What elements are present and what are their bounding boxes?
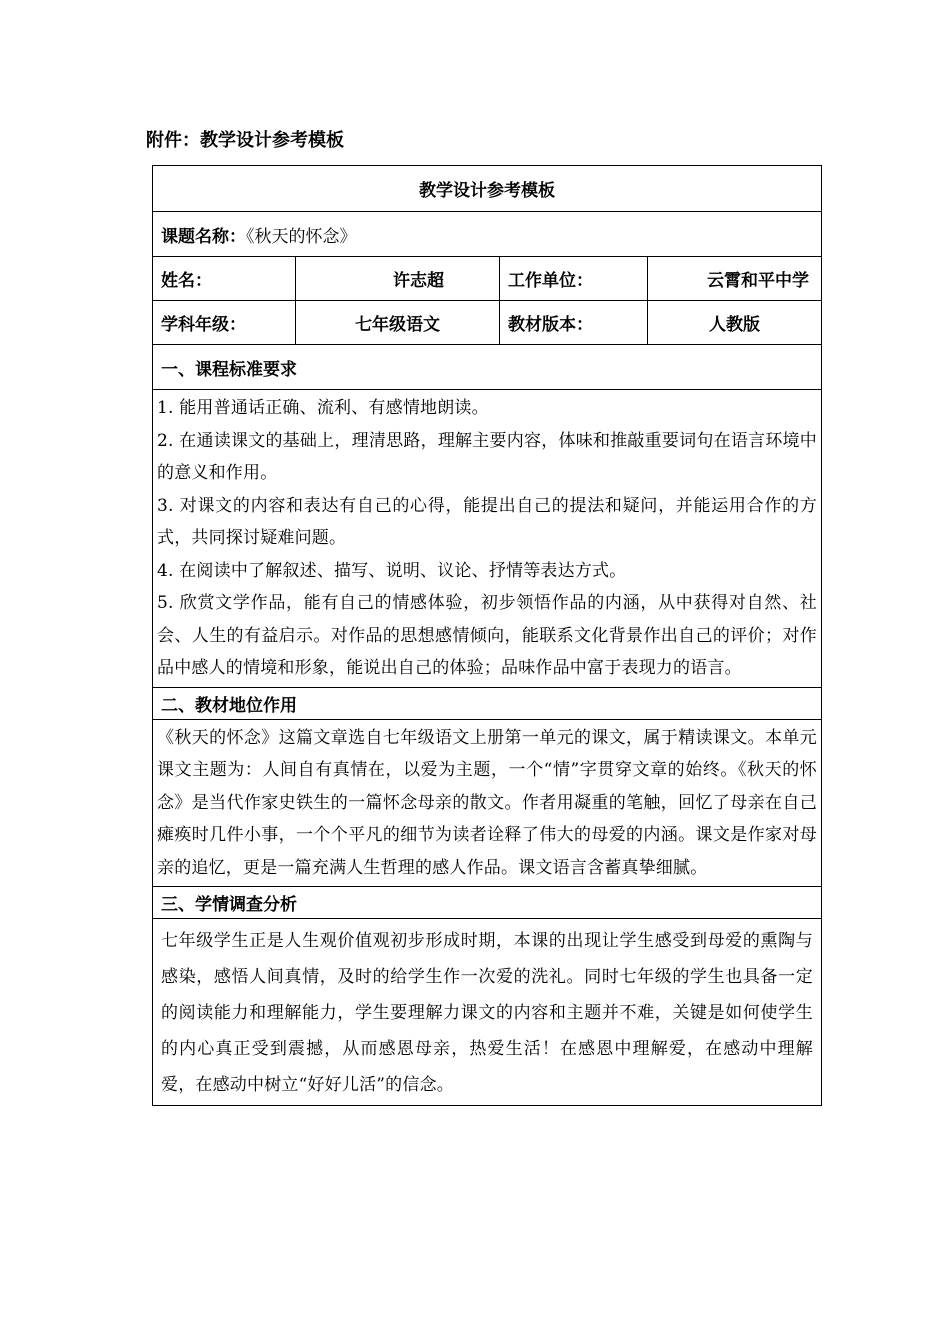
section3-heading: 三、学情调查分析	[153, 887, 822, 919]
section3-body	[153, 919, 822, 1106]
standard-item: 4. 在阅读中了解叙述、描写、说明、议论、抒情等表达方式。	[157, 560, 627, 581]
edition-label: 教材版本：	[500, 301, 648, 345]
section2-body	[153, 719, 822, 887]
section1-heading: 一、课程标准要求	[153, 345, 822, 390]
section3-text: 七年级学生正是人生观价值观初步形成时期，本课的出现让学生感受到母爱的熏陶与感染，感悟人间真情，及时的给学生作一次爱的洗礼。同时七年级的学生也具备一定的阅读能力和理解能力，学生要理解力课文的内容和主题并不难，关键是如何使学生的内心真正受到震撼，从而感恩母亲，热爱生活！在感恩中理解爱，在感动中理解爱，在感动中树立“好好儿活”的信念。	[161, 931, 813, 1095]
section2-heading: 二、教材地位作用	[153, 687, 822, 719]
section1-body	[153, 390, 822, 688]
unit-value: 云霄和平中学	[648, 257, 822, 301]
name-value: 许志超	[296, 257, 500, 301]
section2-text: 《秋天的怀念》这篇文章选自七年级语文上册第一单元的课文，属于精读课文。本单元课文主题为：人间自有真情在，以爱为主题，一个“情”字贯穿文章的始终。《秋天的怀念》是当代作家史铁生的一篇怀念母亲的散文。作者用凝重的笔触，回忆了母亲在自己瘫痪时几件小事，一个个平凡的细节为读者诠释了伟大的母爱的内涵。课文是作家对母亲的追忆，更是一篇充满人生哲理的感人作品。课文语言含蓄真挚细腻。	[157, 727, 817, 878]
form-title: 教学设计参考模板	[153, 166, 822, 212]
standard-item: 3. 对课文的内容和表达有自己的心得，能提出自己的提法和疑问，并能运用合作的方式，共同探讨疑难问题。	[157, 495, 817, 548]
topic-label: 课题名称：	[161, 226, 246, 247]
standard-item: 1. 能用普通话正确、流利、有感情地朗读。	[157, 398, 489, 418]
subject-label: 学科年级：	[153, 301, 296, 345]
attachment-title: 附件：教学设计参考模板	[146, 130, 344, 151]
edition-value: 人教版	[648, 301, 822, 345]
name-label: 姓名：	[153, 257, 296, 301]
subject-value: 七年级语文	[296, 301, 500, 345]
lesson-plan-table	[152, 165, 822, 1106]
topic-value: 《秋天的怀念》	[246, 226, 357, 247]
standard-item: 2. 在通读课文的基础上，理清思路，理解主要内容，体味和推敲重要词句在语言环境中的意义和作用。	[157, 430, 817, 483]
unit-label: 工作单位：	[500, 257, 648, 301]
topic-row	[153, 212, 822, 257]
standard-item: 5. 欣赏文学作品，能有自己的情感体验，初步领悟作品的内涵，从中获得对自然、社会、人生的有益启示。对作品的思想感情倾向，能联系文化背景作出自己的评价；对作品中感人的情境和形象，能说出自己的体验；品味作品中富于表现力的语言。	[157, 593, 817, 678]
